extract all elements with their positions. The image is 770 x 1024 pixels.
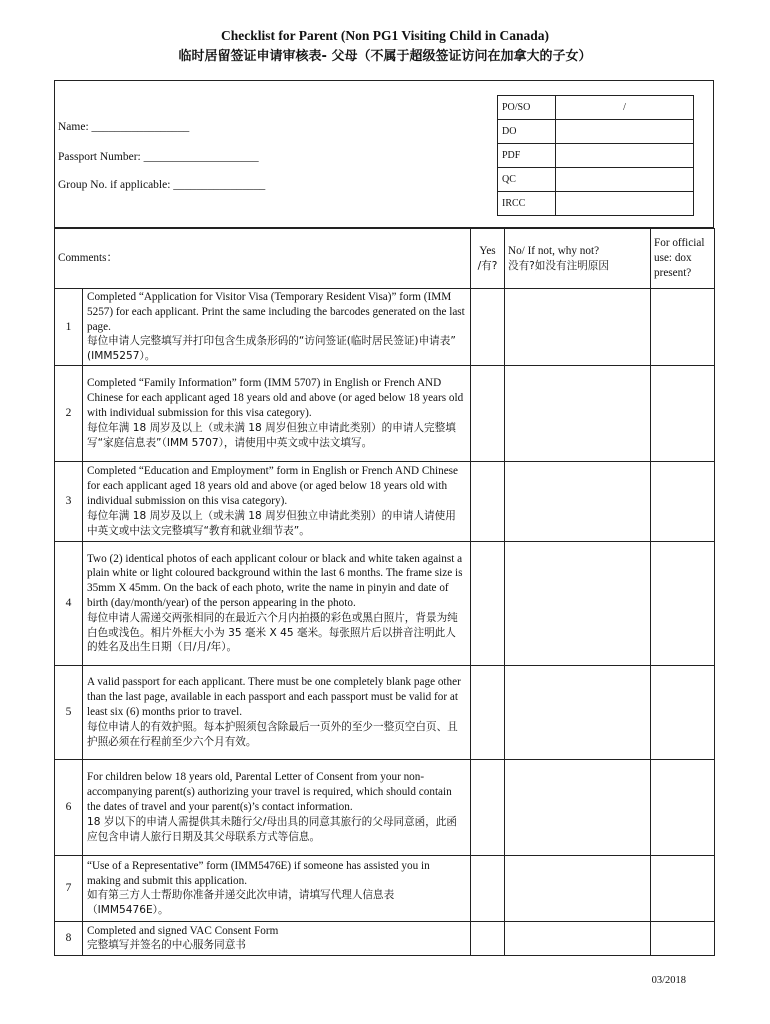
yes-cell[interactable]: [471, 541, 505, 665]
table-row: [55, 665, 715, 759]
table-row: [55, 759, 715, 855]
row-number: 7: [55, 855, 83, 921]
row-text-zh: 每位年满 18 周岁及以上（或未满 18 周岁但独立申请此类别）的申请人完整填写“家庭信息表”（IMM 5707），请使用中英文或中法文填写。: [87, 421, 456, 449]
official-cell[interactable]: [651, 289, 715, 366]
yes-cell[interactable]: [471, 759, 505, 855]
row-text: [83, 921, 471, 955]
official-cell[interactable]: [651, 541, 715, 665]
row-text-zh: 每位申请人的有效护照。每本护照须包含除最后一页外的至少一整页空白页、且护照必须在行程前至少六个月有效。: [87, 720, 458, 748]
title-chinese: 临时居留签证申请审核表- 父母（不属于超级签证访问在加拿大的子女）: [178, 49, 592, 64]
official-label: IRCC: [498, 192, 556, 216]
table-row: [55, 541, 715, 665]
yes-cell[interactable]: [471, 461, 505, 541]
row-number: 6: [55, 759, 83, 855]
row-number: 5: [55, 665, 83, 759]
name-field[interactable]: Name: _________________: [58, 121, 190, 133]
row-text: [83, 541, 471, 665]
table-row: [55, 365, 715, 461]
official-value[interactable]: [556, 168, 694, 192]
row-number: 1: [55, 289, 83, 366]
row-text-en: Completed and signed VAC Consent Form: [87, 924, 279, 937]
official-cell[interactable]: [651, 855, 715, 921]
official-cell[interactable]: [651, 461, 715, 541]
official-value[interactable]: [556, 120, 694, 144]
yes-header-zh: /有?: [477, 259, 498, 272]
row-text-zh: 每位申请人完整填写并打印包含生成条形码的“访问签证(临时居民签证)申请表” (IMM5257）。: [87, 335, 456, 363]
row-text: [83, 461, 471, 541]
row-text-en: For children below 18 years old, Parental Letter of Consent from your non-accompanying parent(s) authorizing your travel is required, which should contain the dates of travel and your parent(s)’s contact information.: [87, 771, 452, 814]
yes-cell[interactable]: [471, 365, 505, 461]
yes-cell[interactable]: [471, 289, 505, 366]
row-text-zh: 18 岁以下的申请人需提供其未随行父/母出具的同意其旅行的父母同意函，此函应包含申请人旅行日期及其父母联系方式等信息。: [87, 815, 458, 843]
row-text: [83, 855, 471, 921]
table-header-row: [55, 229, 715, 289]
no-reason-cell[interactable]: [505, 289, 651, 366]
table-row: [55, 855, 715, 921]
official-cell[interactable]: [651, 921, 715, 955]
row-text: [83, 365, 471, 461]
no-reason-cell[interactable]: [505, 461, 651, 541]
checklist-table: [54, 228, 715, 956]
official-use-box: [497, 95, 694, 216]
row-number: 3: [55, 461, 83, 541]
row-text-zh: 完整填写并签名的中心服务同意书: [87, 939, 246, 952]
row-text-en: Completed “Education and Employment” form in English or French AND Chinese for each applicant aged 18 years old and above (or aged below 18 years old with individual submission on this visa category).: [87, 465, 458, 508]
official-label: PDF: [498, 144, 556, 168]
row-number: 8: [55, 921, 83, 955]
applicant-info-box: [54, 80, 714, 228]
yes-header-en: Yes: [479, 244, 496, 257]
row-text-en: Completed “Application for Visitor Visa (Temporary Resident Visa)” form (IMM 5257) for each applicant. Print the same including the barcodes generated on the last page.: [87, 291, 465, 333]
yes-cell[interactable]: [471, 855, 505, 921]
yes-cell[interactable]: [471, 665, 505, 759]
official-value[interactable]: /: [556, 96, 694, 120]
no-reason-cell[interactable]: [505, 759, 651, 855]
no-header-zh: 没有?如没有注明原因: [508, 259, 609, 272]
official-value[interactable]: [556, 144, 694, 168]
row-text: [83, 289, 471, 366]
title-english: Checklist for Parent (Non PG1 Visiting Child in Canada): [220, 28, 550, 43]
row-text-en: “Use of a Representative” form (IMM5476E) if someone has assisted you in making and submit this application.: [87, 859, 430, 887]
official-cell[interactable]: [651, 665, 715, 759]
passport-number-field[interactable]: Passport Number: ____________________: [58, 151, 259, 163]
table-row: [55, 461, 715, 541]
row-text: [83, 759, 471, 855]
table-row: [55, 289, 715, 366]
no-reason-cell[interactable]: [505, 855, 651, 921]
row-text: [83, 665, 471, 759]
row-text-zh: 每位申请人需递交两张相同的在最近六个月内拍摄的彩色或黑白照片，背景为纯白色或浅色。相片外框大小为 35 毫米 X 45 毫米。每张照片后以拼音注明此人的姓名及出生日期（日/月/年）。: [87, 611, 458, 654]
official-value[interactable]: [556, 192, 694, 216]
row-text-en: Two (2) identical photos of each applicant colour or black and white taken against a plain white or light coloured background within the last 6 months. The frame size is 35mm X 45mm. On the back of each photo, write the name in pinyin and date of birth (day/month/year) of the person appearing in the photo.: [87, 552, 463, 610]
no-reason-cell[interactable]: [505, 541, 651, 665]
official-use-header: For official use: dox present?: [651, 229, 715, 289]
no-reason-cell[interactable]: [505, 665, 651, 759]
yes-cell[interactable]: [471, 921, 505, 955]
row-text-zh: 每位年满 18 周岁及以上（或未满 18 周岁但独立申请此类别）的申请人请使用中英文或中法文完整填写“教育和就业细节表”。: [87, 509, 456, 537]
no-header-en: No/ If not, why not?: [508, 244, 600, 257]
row-text-zh: 如有第三方人士帮助你准备并递交此次申请，请填写代理人信息表（IMM5476E）。: [87, 889, 395, 917]
row-number: 2: [55, 365, 83, 461]
official-cell[interactable]: [651, 365, 715, 461]
official-label: PO/SO: [498, 96, 556, 120]
footer-date: 03/2018: [651, 975, 686, 986]
official-cell[interactable]: [651, 759, 715, 855]
official-label: DO: [498, 120, 556, 144]
group-number-field[interactable]: Group No. if applicable: ________________: [58, 179, 266, 191]
row-text-en: A valid passport for each applicant. There must be one completely blank page other than the last page, available in each passport and each passport must be valid for at least six (6) months prior to travel.: [87, 676, 461, 719]
no-header: [505, 229, 651, 289]
row-text-en: Completed “Family Information” form (IMM 5707) in English or French AND Chinese for each applicant aged 18 years old and above (or aged below 18 years old with individual submission for this visa category).: [87, 377, 464, 420]
official-label: QC: [498, 168, 556, 192]
no-reason-cell[interactable]: [505, 921, 651, 955]
row-number: 4: [55, 541, 83, 665]
no-reason-cell[interactable]: [505, 365, 651, 461]
table-row: [55, 921, 715, 955]
comments-header: Comments：: [55, 229, 471, 289]
yes-header: [471, 229, 505, 289]
